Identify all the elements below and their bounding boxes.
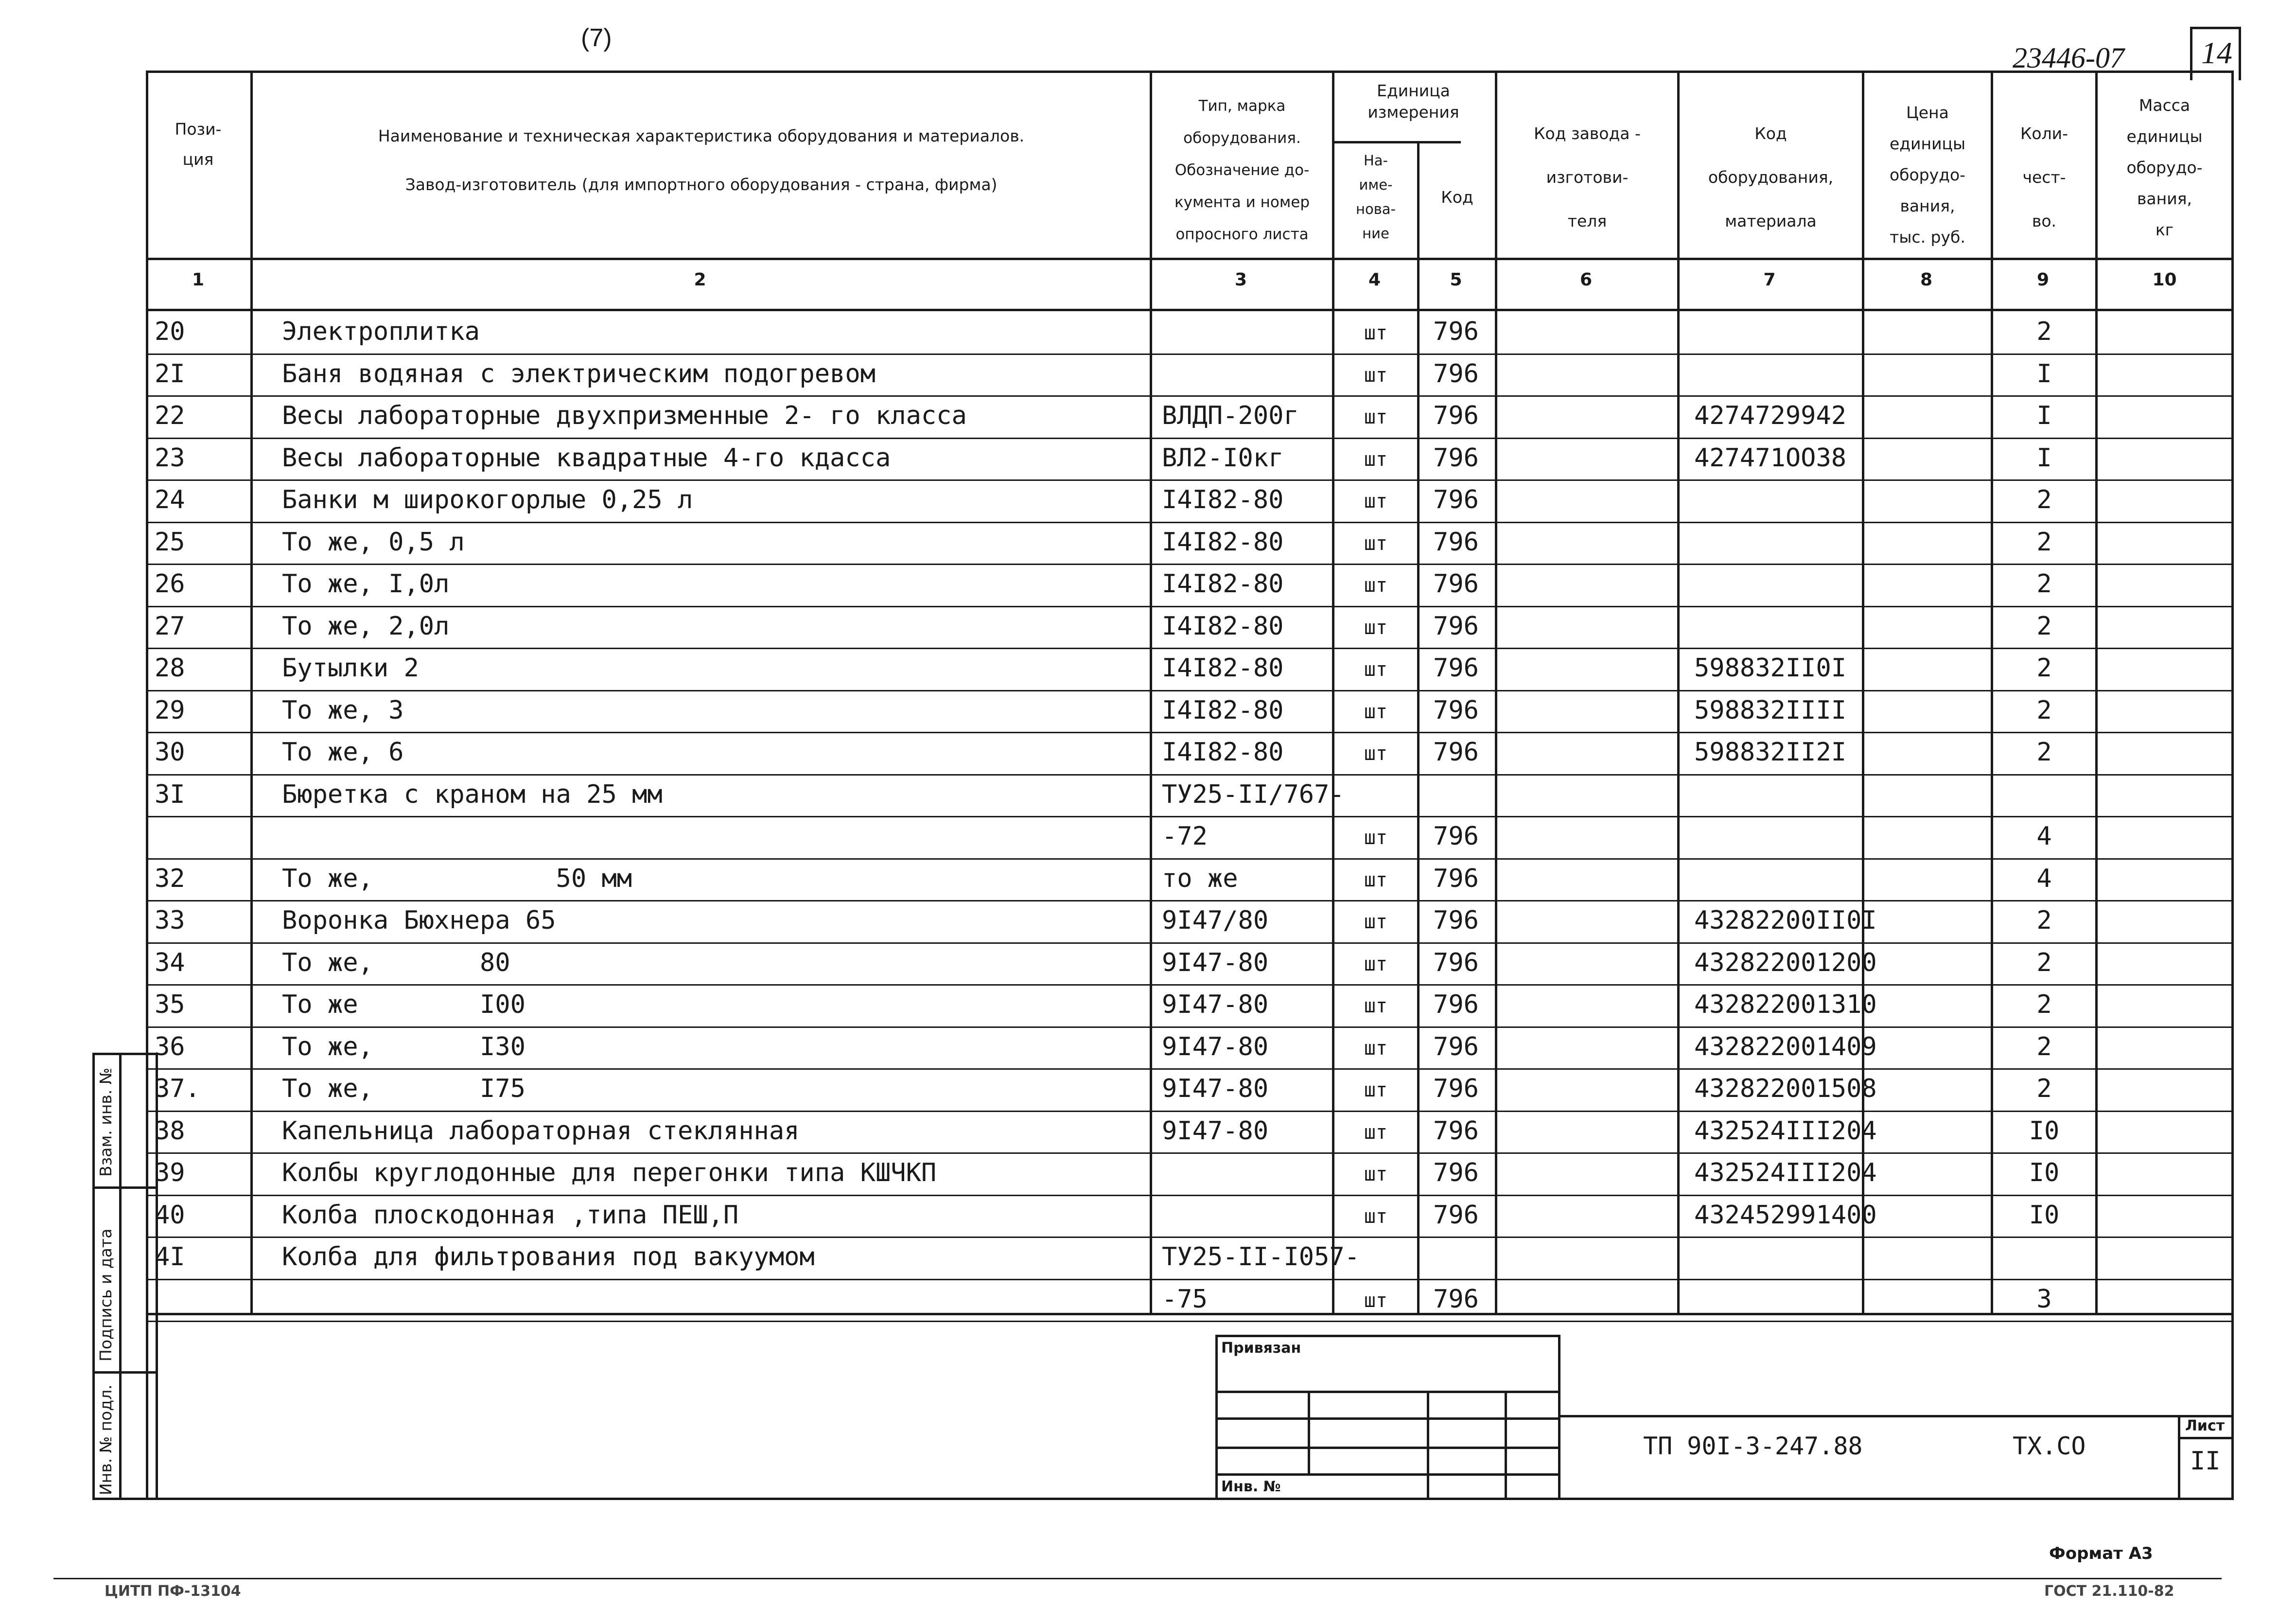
row-unit: шт — [1364, 1205, 1388, 1228]
row-equip: 4274729942 — [1694, 401, 1847, 430]
row-equip: 43282200II0I — [1694, 906, 1877, 935]
row-qty: 2 — [2036, 990, 2052, 1019]
row-type: -75 — [1162, 1284, 1208, 1314]
header-maker-code: Код завода - изготови- теля — [1534, 124, 1641, 230]
format-label: Формат А3 — [2049, 1544, 2153, 1563]
row-type: I4I82-80 — [1162, 738, 1284, 767]
row-qty: I — [2036, 401, 2052, 430]
row-pos: 26 — [155, 569, 185, 599]
row-unit: шт — [1364, 1079, 1388, 1101]
row-qty: 2 — [2036, 611, 2052, 641]
row-unit: шт — [1364, 658, 1388, 681]
row-pos: 30 — [155, 738, 185, 767]
column-number: 8 — [1920, 270, 1933, 290]
row-unit: шт — [1364, 532, 1388, 555]
row-name: То же, I30 — [282, 1032, 526, 1061]
row-equip: 432822001200 — [1694, 948, 1877, 977]
row-unit: шт — [1364, 995, 1388, 1017]
row-type: 9I47-80 — [1162, 948, 1269, 977]
column-number: 6 — [1579, 270, 1593, 290]
row-pos: 37. — [155, 1074, 200, 1103]
row-pos: 20 — [155, 317, 185, 346]
row-pos: 3I — [155, 779, 185, 809]
row-pos: 28 — [155, 654, 185, 683]
row-code: 796 — [1433, 654, 1479, 683]
row-qty: I0 — [2029, 1116, 2060, 1146]
row-code: 796 — [1433, 317, 1479, 346]
header-unit-code: Код — [1441, 188, 1473, 207]
bound-label: Привязан — [1221, 1340, 1301, 1357]
row-unit: шт — [1364, 953, 1388, 975]
row-equip: 598832IIII — [1694, 695, 1847, 725]
row-type: I4I82-80 — [1162, 569, 1284, 599]
side-stamp-sign: Подпись и дата — [96, 1228, 115, 1361]
row-qty: 2 — [2036, 317, 2052, 346]
row-pos: 33 — [155, 906, 185, 935]
row-pos: 2I — [155, 359, 185, 389]
header-mass: Масса единицы оборудо- вания, кг — [2126, 96, 2203, 239]
side-stamp-inv: Инв. № подл. — [96, 1384, 115, 1495]
row-pos: 39 — [155, 1158, 185, 1187]
row-equip: 598832II2I — [1694, 738, 1847, 767]
page-mark: (7) — [581, 24, 612, 52]
sheet-value: II — [2190, 1447, 2221, 1476]
row-qty: 2 — [2036, 1074, 2052, 1103]
row-divider — [146, 1237, 2231, 1238]
row-unit: шт — [1364, 742, 1388, 765]
row-divider — [146, 1111, 2231, 1112]
bottom-left-code: ЦИТП ПФ-13104 — [105, 1583, 241, 1600]
row-qty: 2 — [2036, 738, 2052, 767]
row-equip: 598832II0I — [1694, 654, 1847, 683]
row-type: ВЛДП-200г — [1162, 401, 1299, 430]
row-qty: I0 — [2029, 1200, 2060, 1230]
row-divider — [146, 1152, 2231, 1154]
row-type: I4I82-80 — [1162, 695, 1284, 725]
row-pos: 29 — [155, 695, 185, 725]
row-pos: 23 — [155, 443, 185, 473]
row-name: Весы лабораторные квадратные 4-го кдасса — [282, 443, 891, 473]
row-unit: шт — [1364, 364, 1388, 387]
row-name: Весы лабораторные двухпризменные 2- го класса — [282, 401, 967, 430]
inv-label: Инв. № — [1221, 1478, 1281, 1495]
row-name: То же I00 — [282, 990, 526, 1019]
header-price: Цена единицы оборудо- вания, тыс. руб. — [1889, 103, 1966, 247]
row-type: I4I82-80 — [1162, 654, 1284, 683]
row-unit: шт — [1364, 868, 1388, 891]
row-code: 796 — [1433, 738, 1479, 767]
row-type: 9I47-80 — [1162, 1032, 1269, 1061]
row-name: То же, I75 — [282, 1074, 526, 1103]
row-divider — [146, 774, 2231, 776]
row-pos: 22 — [155, 401, 185, 430]
row-unit: шт — [1364, 700, 1388, 723]
row-equip: 432524III204 — [1694, 1158, 1877, 1187]
row-name: То же, 3 — [282, 695, 404, 725]
header-unit-name: На- име- нова- ние — [1355, 152, 1396, 242]
row-type: ТУ25-II/767- — [1162, 779, 1345, 809]
row-divider — [146, 648, 2231, 649]
row-name: То же, 80 — [282, 948, 510, 977]
row-pos: 36 — [155, 1032, 185, 1061]
header-qty: Коли- чест- во. — [2020, 124, 2068, 230]
row-unit: шт — [1364, 1037, 1388, 1060]
row-pos: 34 — [155, 948, 185, 977]
row-pos: 40 — [155, 1200, 185, 1230]
row-unit: шт — [1364, 574, 1388, 597]
row-code: 796 — [1433, 527, 1479, 557]
row-pos: 27 — [155, 611, 185, 641]
row-type: I4I82-80 — [1162, 611, 1284, 641]
row-code: 796 — [1433, 948, 1479, 977]
row-name: Колбы круглодонные для перегонки типа КШЧКП — [282, 1158, 937, 1187]
row-divider — [146, 1068, 2231, 1070]
bottom-right-code: ГОСТ 21.110-82 — [2044, 1583, 2174, 1600]
row-divider — [146, 438, 2231, 439]
row-type: 9I47-80 — [1162, 1074, 1269, 1103]
row-divider — [146, 900, 2231, 901]
header-type: Тип, марка оборудования. Обозначение до- кумента и номер опросного листа — [1174, 97, 1310, 243]
row-name: Колба плоскодонная ,типа ПЕШ,П — [282, 1200, 739, 1230]
row-divider — [146, 1026, 2231, 1028]
row-divider — [146, 1195, 2231, 1196]
row-unit: шт — [1364, 406, 1388, 428]
row-qty: 2 — [2036, 906, 2052, 935]
row-code: 796 — [1433, 1158, 1479, 1187]
row-type: I4I82-80 — [1162, 527, 1284, 557]
row-name: То же, 6 — [282, 738, 404, 767]
row-code: 796 — [1433, 1032, 1479, 1061]
column-number: 2 — [694, 270, 706, 290]
row-name: Колба для фильтрования под вакуумом — [282, 1242, 815, 1272]
row-code: 796 — [1433, 1074, 1479, 1103]
row-qty: 4 — [2036, 822, 2052, 851]
row-pos: 4I — [155, 1242, 185, 1272]
row-qty: 3 — [2036, 1284, 2052, 1314]
row-divider — [146, 606, 2231, 607]
row-type: 9I47/80 — [1162, 906, 1269, 935]
row-unit: шт — [1364, 448, 1388, 471]
row-code: 796 — [1433, 1200, 1479, 1230]
row-equip: 432822001409 — [1694, 1032, 1877, 1061]
row-unit: шт — [1364, 911, 1388, 933]
row-unit: шт — [1364, 827, 1388, 849]
column-number: 7 — [1763, 270, 1776, 290]
row-equip: 432452991400 — [1694, 1200, 1877, 1230]
row-qty: 2 — [2036, 948, 2052, 977]
row-pos: 24 — [155, 485, 185, 514]
row-name: Баня водяная с электрическим подогревом — [282, 359, 876, 389]
column-number: 5 — [1450, 270, 1462, 290]
doc-number: 23446-07 — [2013, 42, 2124, 74]
row-unit: шт — [1364, 490, 1388, 512]
row-equip: 427471OO38 — [1694, 443, 1847, 473]
row-qty: 2 — [2036, 569, 2052, 599]
header-name: Наименование и техническая характеристика оборудования и материалов. Завод-изготовитель (для импортного оборудования - страна, фирма) — [378, 126, 1025, 194]
column-number: 9 — [2036, 270, 2050, 290]
row-name: То же, I,0л — [282, 569, 450, 599]
row-unit: шт — [1364, 1289, 1388, 1312]
row-equip: 432822001310 — [1694, 990, 1877, 1019]
header-pos: Пози- ция — [175, 120, 222, 169]
section-code: ТХ.СО — [2013, 1432, 2086, 1460]
row-divider — [146, 690, 2231, 691]
row-divider — [146, 353, 2231, 355]
row-code: 796 — [1433, 1116, 1479, 1146]
row-name: То же, 2,0л — [282, 611, 450, 641]
row-name: Банки м широкогорлые 0,25 л — [282, 485, 693, 514]
row-equip: 432822001508 — [1694, 1074, 1877, 1103]
row-equip: 432524III204 — [1694, 1116, 1877, 1146]
row-unit: шт — [1364, 322, 1388, 344]
row-code: 796 — [1433, 401, 1479, 430]
doc-code: ТП 90I-3-247.88 — [1643, 1432, 1863, 1460]
row-code: 796 — [1433, 359, 1479, 389]
row-type: 9I47-80 — [1162, 990, 1269, 1019]
column-number: 4 — [1368, 270, 1381, 290]
sheet-label: Лист — [2185, 1417, 2225, 1434]
row-qty: 2 — [2036, 695, 2052, 725]
row-qty: 4 — [2036, 864, 2052, 893]
row-divider — [146, 732, 2231, 733]
row-name: То же, 50 мм — [282, 864, 632, 893]
row-qty: I — [2036, 443, 2052, 473]
row-divider — [146, 858, 2231, 860]
row-code: 796 — [1433, 1284, 1479, 1314]
row-code: 796 — [1433, 906, 1479, 935]
row-code: 796 — [1433, 485, 1479, 514]
row-qty: I0 — [2029, 1158, 2060, 1187]
row-unit: шт — [1364, 1163, 1388, 1185]
column-number: 1 — [192, 270, 205, 290]
row-qty: 2 — [2036, 654, 2052, 683]
row-name: Капельница лабораторная стеклянная — [282, 1116, 800, 1146]
row-type: -72 — [1162, 822, 1208, 851]
row-type: I4I82-80 — [1162, 485, 1284, 514]
column-number: 3 — [1234, 270, 1247, 290]
row-code: 796 — [1433, 611, 1479, 641]
row-name: Бюретка с краном на 25 мм — [282, 779, 663, 809]
side-stamp-replace: Взам. инв. № — [96, 1067, 115, 1177]
row-pos: 38 — [155, 1116, 185, 1146]
header-equip-code: Код оборудования, материала — [1708, 124, 1834, 230]
row-pos: 32 — [155, 864, 185, 893]
row-divider — [146, 522, 2231, 523]
row-divider — [146, 816, 2231, 817]
row-qty: I — [2036, 359, 2052, 389]
row-divider — [146, 1321, 2231, 1322]
row-code: 796 — [1433, 864, 1479, 893]
row-qty: 2 — [2036, 485, 2052, 514]
row-code: 796 — [1433, 822, 1479, 851]
sheet-number: 14 — [2201, 35, 2232, 70]
row-unit: шт — [1364, 616, 1388, 639]
row-divider — [146, 984, 2231, 986]
row-type: то же — [1162, 864, 1238, 893]
row-code: 796 — [1433, 990, 1479, 1019]
row-code: 796 — [1433, 695, 1479, 725]
row-code: 796 — [1433, 569, 1479, 599]
row-qty: 2 — [2036, 527, 2052, 557]
row-code: 796 — [1433, 443, 1479, 473]
header-unit: Единица измерения — [1367, 81, 1459, 122]
row-qty: 2 — [2036, 1032, 2052, 1061]
row-name: Воронка Бюхнера 65 — [282, 906, 556, 935]
row-divider — [146, 1279, 2231, 1280]
row-pos: 25 — [155, 527, 185, 557]
column-number: 10 — [2152, 270, 2177, 290]
row-divider — [146, 564, 2231, 565]
row-pos: 35 — [155, 990, 185, 1019]
row-divider — [146, 942, 2231, 944]
row-type: ТУ25-II-I057- — [1162, 1242, 1360, 1272]
row-divider — [146, 479, 2231, 481]
row-name: Электроплитка — [282, 317, 480, 346]
row-name: Бутылки 2 — [282, 654, 419, 683]
row-type: ВЛ2-I0кг — [1162, 443, 1284, 473]
row-divider — [146, 395, 2231, 397]
row-unit: шт — [1364, 1121, 1388, 1144]
row-name: То же, 0,5 л — [282, 527, 465, 557]
row-type: 9I47-80 — [1162, 1116, 1269, 1146]
